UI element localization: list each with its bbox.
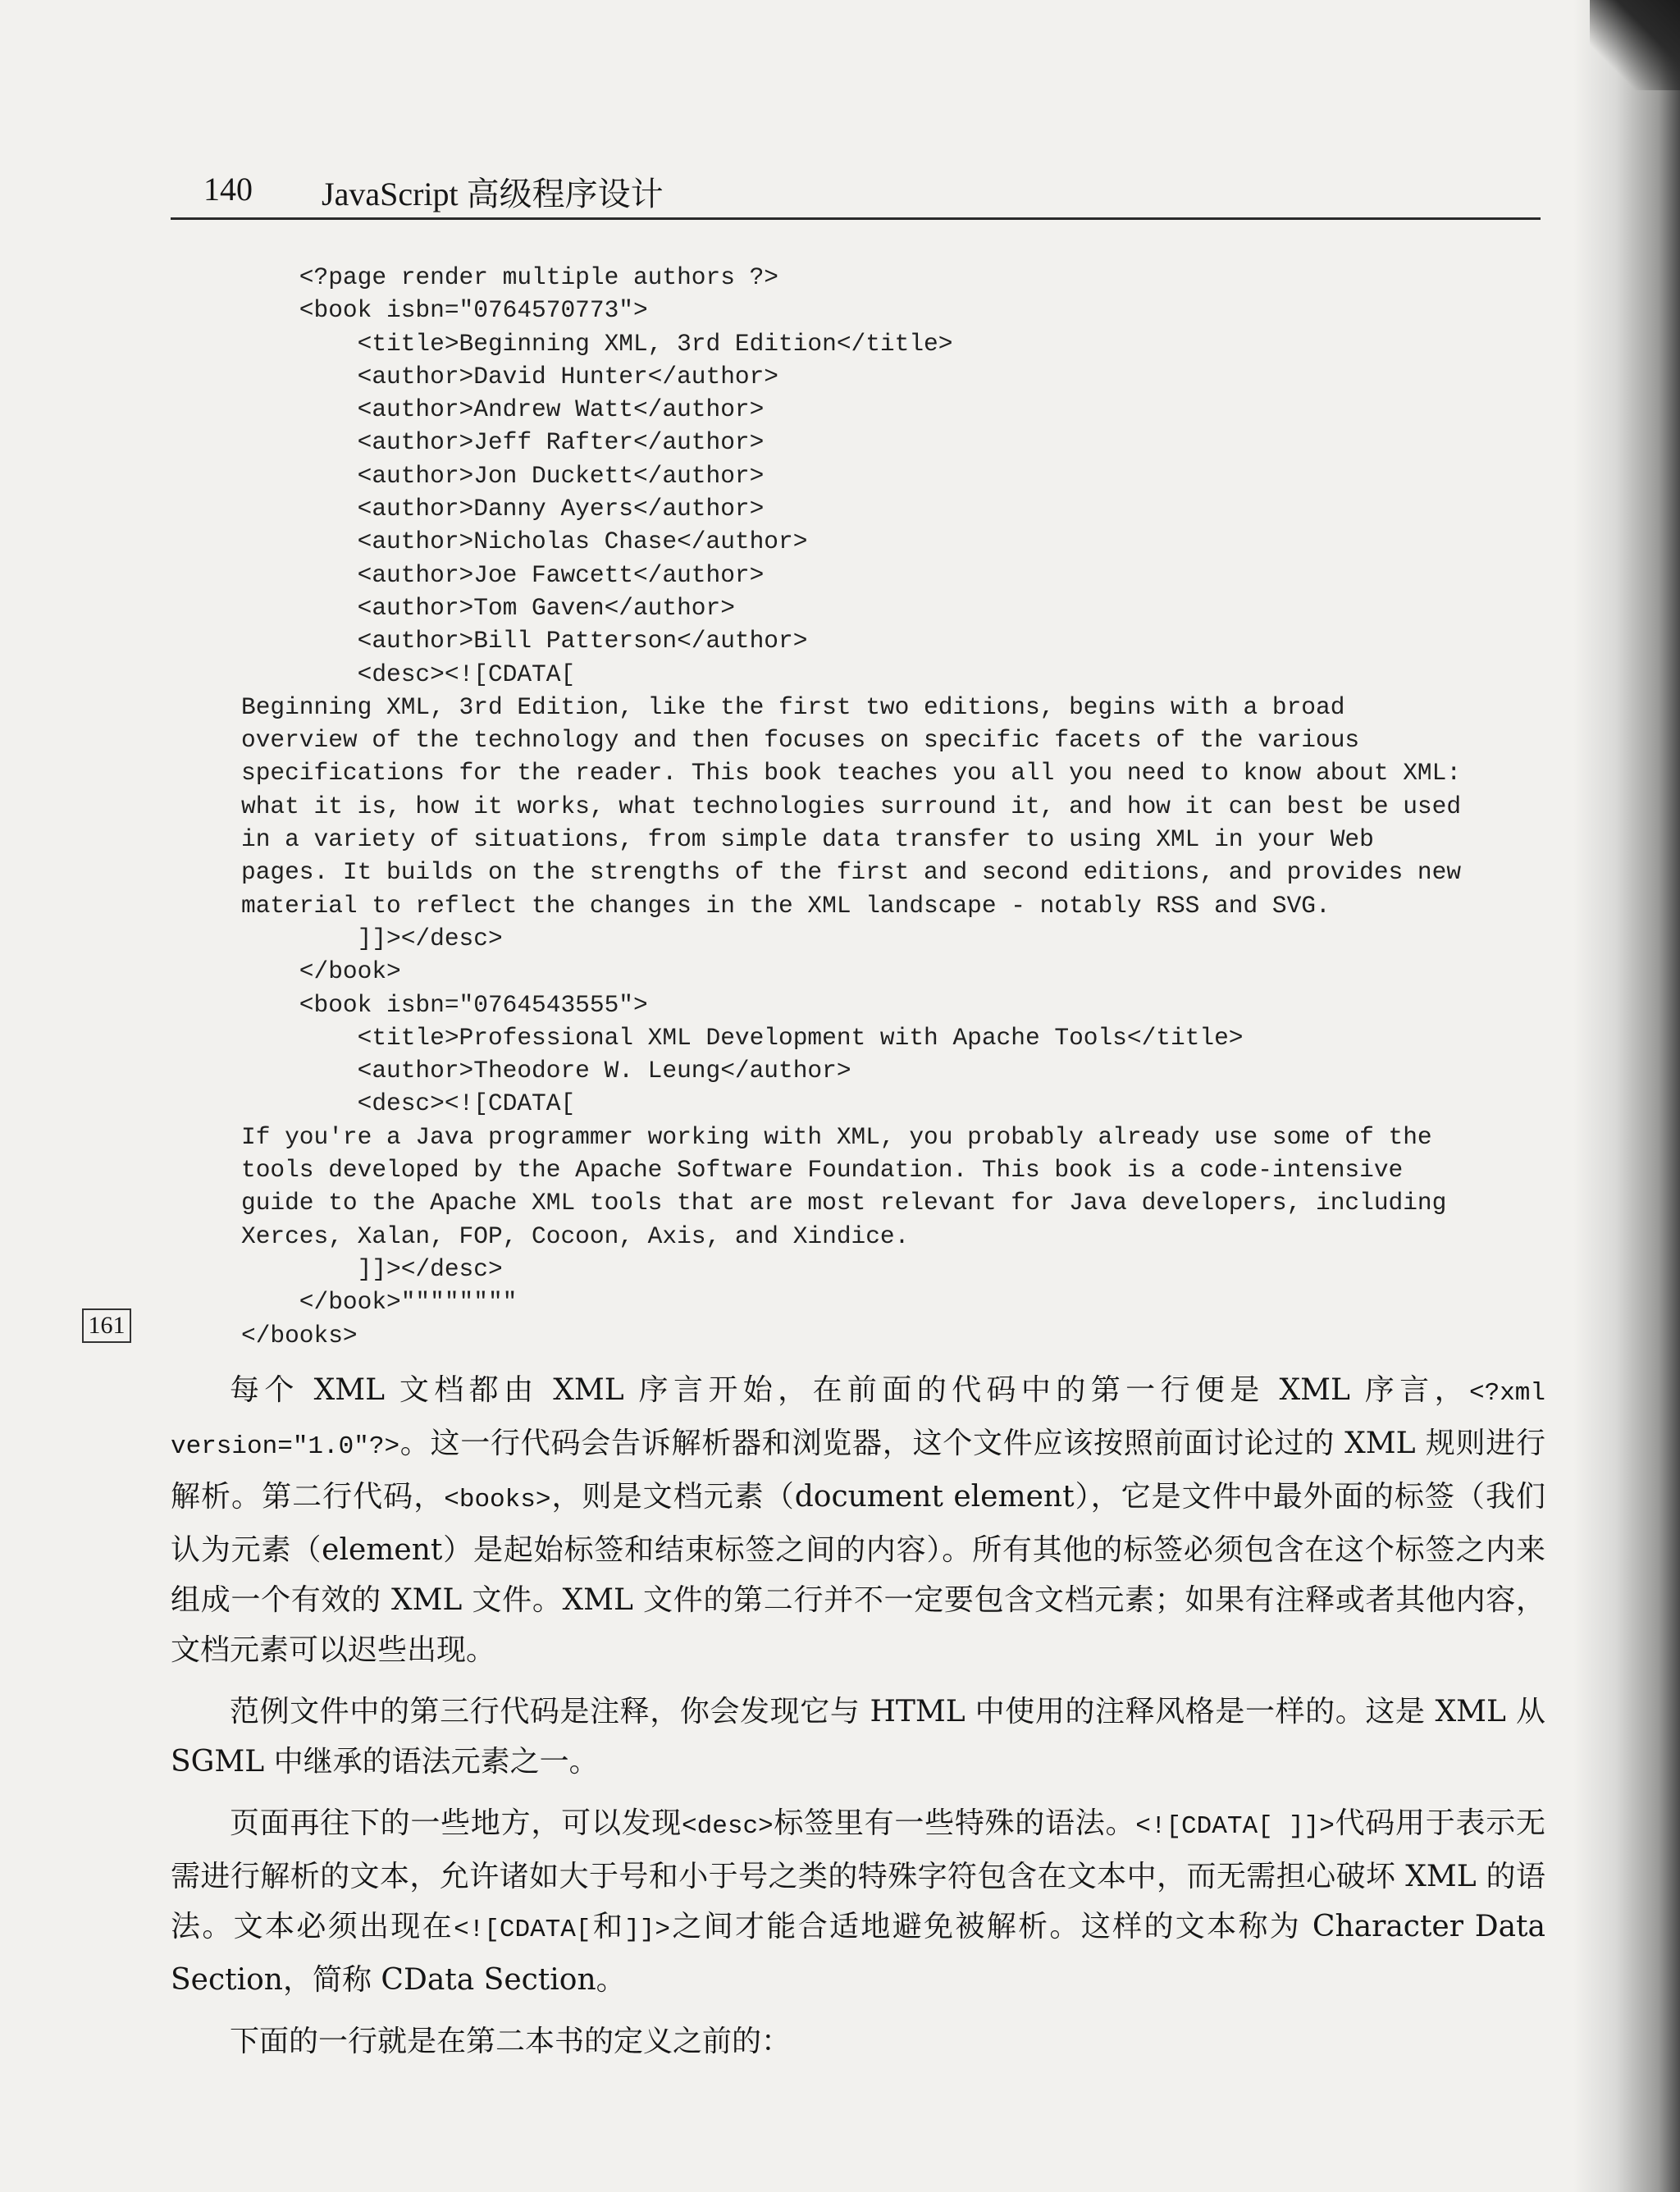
code-line: <author>Nicholas Chase</author> — [241, 527, 808, 556]
code-line: <author>Jon Duckett</author> — [241, 461, 765, 490]
code-line: <author>Bill Patterson</author> — [241, 627, 808, 655]
paragraph-xml-prolog — [171, 1365, 1545, 1675]
code-line: <author>Jeff Rafter</author> — [241, 428, 765, 457]
book-title: JavaScript 高级程序设计 — [322, 176, 664, 212]
code-line: <author>Andrew Watt</author> — [241, 395, 765, 424]
inline-code: <![CDATA[ ]]> — [1135, 1812, 1335, 1841]
code-line: Xerces, Xalan, FOP, Cocoon, Axis, and Xindice. — [241, 1222, 910, 1250]
code-line: <desc><![CDATA[ — [241, 660, 576, 688]
code-line: <desc><![CDATA[ — [241, 1089, 576, 1118]
code-line: Beginning XML, 3rd Edition, like the first two editions, begins with a broad — [241, 692, 1345, 721]
code-line: <title>Beginning XML, 3rd Edition</title> — [241, 329, 953, 358]
code-line: overview of the technology and then focuses on specific facets of the various — [241, 726, 1360, 755]
paragraph-cdata — [171, 1798, 1545, 2005]
code-line: If you're a Java programmer working with XML, you probably already use some of the — [241, 1122, 1432, 1151]
code-line: pages. It builds on the strengths of the first and second editions, and provides new — [241, 858, 1462, 887]
paragraph-text: ，则是文档元素（document element），它是文件中最外面的标签（我们认为元素（element）是起始标签和结束标签之间的内容）。所有其他的标签必须包含在这个标签之内来组成一个有效的 XML 文件。XML 文件的第二行并不一定要包含文档元素；如果有注释或者其他内容，文档元素可以迟些出现。 — [171, 1480, 1545, 1667]
code-line: <author>Danny Ayers</author> — [241, 495, 765, 523]
paragraph-text: 之间才能合适地避免被解析。这样的文本称为 Character Data Section，简称 CData Section。 — [171, 1910, 1545, 1997]
code-line: <author>Joe Fawcett</author> — [241, 560, 765, 589]
code-line: <title>Professional XML Development with Apache Tools</title> — [241, 1023, 1244, 1052]
paragraph-comment: 范例文件中的第三行代码是注释，你会发现它与 HTML 中使用的注释风格是一样的。这是 XML 从 SGML 中继承的语法元素之一。 — [171, 1695, 1545, 1779]
code-line: in a variety of situations, from simple data transfer to using XML in your Web — [241, 825, 1374, 854]
code-listing — [241, 261, 1554, 1352]
code-line: material to reflect the changes in the XML landscape - notably RSS and SVG. — [241, 891, 1331, 920]
code-line: </books> — [241, 1321, 358, 1349]
page-corner-shadow — [1590, 0, 1680, 90]
code-line: ]]></desc> — [241, 924, 503, 952]
code-line: tools developed by the Apache Software Foundation. This book is a code-intensive — [241, 1156, 1404, 1185]
page-edge-shadow — [1573, 0, 1680, 2192]
paragraph-text: 和 — [591, 1910, 625, 1943]
code-line: specifications for the reader. This book teaches you all you need to know about XML: — [241, 759, 1462, 788]
paragraph-text: 每个 XML 文档都由 XML 序言开始，在前面的代码中的第一行便是 XML 序言， — [230, 1373, 1469, 1407]
paragraph-text: 。这一行代码会告诉解析器和浏览器，这个文件应该按照前面讨论过的 XML 规则进行解析。第二行代码， — [171, 1427, 1545, 1514]
paragraph-text: 标签里有一些特殊的语法。 — [773, 1806, 1136, 1840]
paragraph-next-line: 下面的一行就是在第二本书的定义之前的： — [230, 2025, 792, 2058]
code-line: <book isbn="0764570773"> — [241, 296, 648, 325]
code-line: <author>Tom Gaven</author> — [241, 593, 735, 622]
body-text — [171, 1365, 1545, 2078]
inline-code: <desc> — [682, 1812, 774, 1841]
code-line: <book isbn="0764543555"> — [241, 990, 648, 1019]
paragraph-text: 页面再往下的一些地方，可以发现 — [230, 1806, 682, 1840]
inline-code: <![CDATA[ — [454, 1916, 591, 1944]
paragraph-text: 代码用于表示无需进行解析的文本，允许诸如大于号和小于号之类的特殊字符包含在文本中，而无需担心破坏 XML 的语法。文本必须出现在 — [171, 1806, 1545, 1943]
inline-code: <books> — [444, 1486, 551, 1514]
page-number: 140 — [203, 171, 253, 208]
code-line: guide to the Apache XML tools that are most relevant for Java developers, including — [241, 1189, 1447, 1217]
running-header — [171, 160, 1541, 220]
inline-code: ]]> — [624, 1916, 670, 1944]
inline-code: <?xml version="1.0"?> — [171, 1379, 1545, 1461]
code-line: </book> — [241, 957, 401, 986]
margin-reference-number: 161 — [82, 1308, 131, 1343]
code-line: <author>David Hunter</author> — [241, 362, 779, 390]
code-line: ]]></desc> — [241, 1254, 503, 1283]
code-line: </book>"""""""" — [241, 1288, 518, 1317]
code-line: what it is, how it works, what technologies surround it, and how it can best be used — [241, 792, 1462, 820]
code-line: <author>Theodore W. Leung</author> — [241, 1057, 851, 1085]
code-line: <?page render multiple authors ?> — [241, 263, 779, 291]
